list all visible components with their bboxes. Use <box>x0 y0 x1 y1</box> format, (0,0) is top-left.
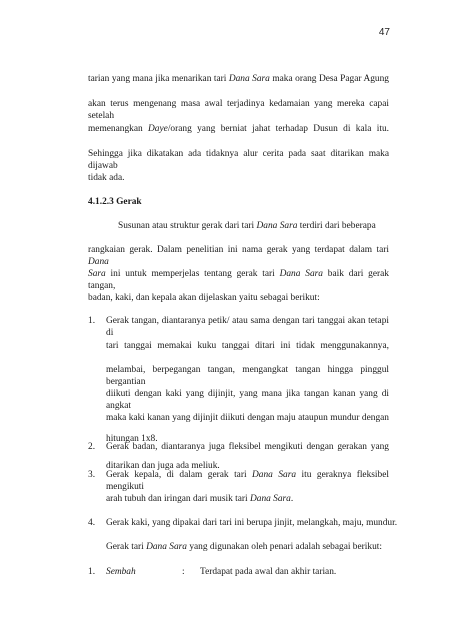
paragraph2-line-2: rangkaian gerak. Dalam penelitian ini nama gerak yang terdapat dalam tari Dana <box>88 245 389 267</box>
list-number-3: 3. <box>88 470 96 480</box>
paragraph1-line-1: tarian yang mana jika menarikan tari Dana Sara maka orang Desa Pagar Agung <box>88 74 389 84</box>
italic-term: Dana Sara <box>146 542 187 552</box>
italic-term: Dana Sara <box>249 494 291 504</box>
page-number: 47 <box>378 27 390 38</box>
table-term <box>106 566 136 578</box>
table-description: Terdapat pada awal dan akhir tarian. <box>200 567 337 577</box>
italic-term: Dana <box>88 257 109 267</box>
list-item-2-line-2: ditarikan dan juga ada meliuk. <box>106 461 220 471</box>
table-term-text: Sembah <box>106 567 136 577</box>
list-item-3-line-1: Gerak kepala, di dalam gerak tari Dana Sara itu geraknya fleksibel mengikuti <box>106 470 389 492</box>
italic-term: Daye <box>148 124 168 134</box>
list-item-1-line-3: melambai, berpegangan tangan, mengangkat tangan hingga pinggul bergantian <box>106 365 389 387</box>
italic-term: Dana Sara <box>256 221 298 231</box>
list-item-1-line-1: Gerak tangan, diantaranya petik/ atau sama dengan tari tanggai akan tetapi di <box>106 316 389 338</box>
list-number-4: 4. <box>88 518 96 528</box>
italic-term: Dana Sara <box>252 470 297 480</box>
paragraph3-line-1: Gerak tari Dana Sara yang digunakan oleh penari adalah sebagai berikut: <box>106 542 382 552</box>
paragraph1-line-4: Sehingga jika dikatakan ada tidaknya alur cerita pada saat ditarikan maka dijawab <box>88 149 389 171</box>
section-heading: 4.1.2.3 Gerak <box>88 197 142 207</box>
paragraph2-line-3: Sara ini untuk memperjelas tentang gerak tari Dana Sara baik dari gerak tangan, <box>88 269 389 291</box>
list-number-2: 2. <box>88 442 96 452</box>
list-item-4-line-1: Gerak kaki, yang dipakai dari tari ini berupa jinjit, melangkah, maju, mundur. <box>106 518 398 528</box>
paragraph2-line-4: badan, kaki, dan kepala akan dijelaskan yaitu sebagai berikut: <box>88 293 320 303</box>
list-item-1-line-4: diikuti dengan kaki yang dijinjit, yang mana jika tangan kanan yang di angkat <box>106 389 389 411</box>
table-separator: : <box>182 567 185 577</box>
list-item-1-line-6: hitungan 1x8. <box>106 434 158 444</box>
list-number-1: 1. <box>88 316 96 326</box>
paragraph1-line-5: tidak ada. <box>88 173 125 183</box>
list-item-2-line-1: Gerak badan, diantaranya juga fleksibel mengikuti dengan gerakan yang <box>106 442 389 452</box>
paragraph2-line-1: Susunan atau struktur gerak dari tari Dana Sara terdiri dari beberapa <box>118 221 376 231</box>
list-item-1-line-2: tari tanggai memakai kuku tanggai ditari ini tidak menggunakannya, <box>106 341 389 351</box>
list-item-3-line-2: arah tubuh dan iringan dari musik tari Dana Sara. <box>106 494 294 504</box>
italic-term: Sara <box>88 269 106 279</box>
list-item-1-line-5: maka kaki kanan yang dijinjit diikuti dengan maju ataupun mundur dengan <box>106 413 389 423</box>
paragraph1-line-2: akan terus mengenang masa awal terjadinya kedamaian yang mereka capai setelah <box>88 99 389 121</box>
italic-term: Dana Sara <box>228 74 270 84</box>
table-number: 1. <box>88 567 96 577</box>
paragraph1-line-3: memenangkan Daye/orang yang berniat jahat terhadap Dusun di kala itu. <box>88 124 389 134</box>
italic-term: Dana Sara <box>279 269 323 279</box>
